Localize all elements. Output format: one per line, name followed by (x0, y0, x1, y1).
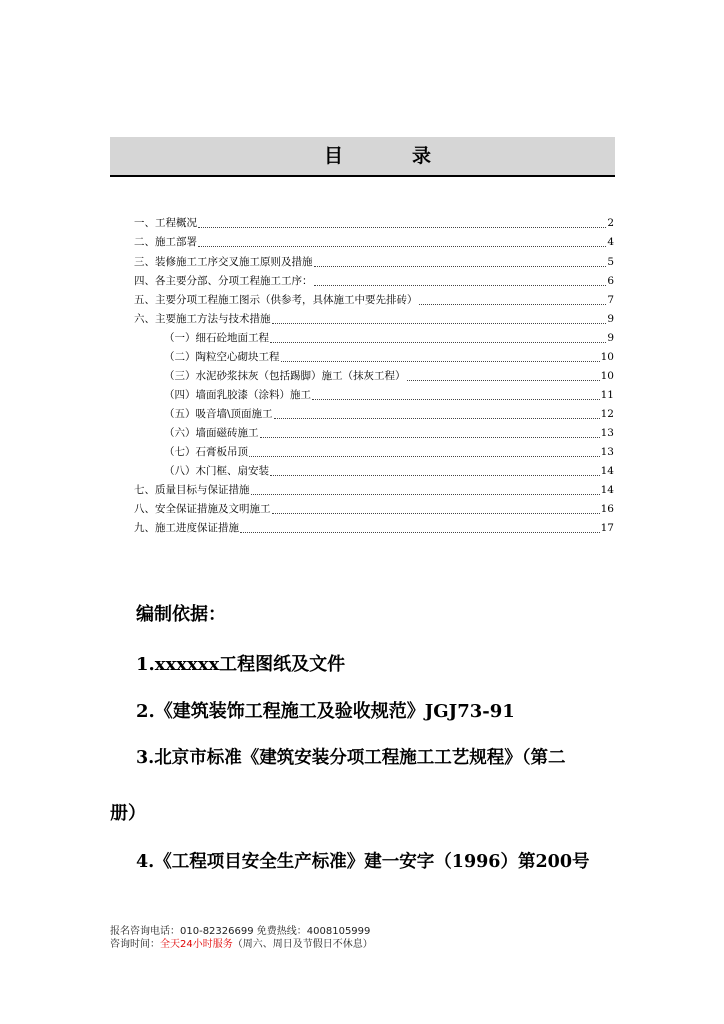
footer-hours: 咨询时间：全天24小时服务（周六、周日及节假日不休息） (110, 939, 373, 950)
toc-entry[interactable]: 四、各主要分部、分项工程施工工序： 6 (134, 275, 614, 287)
toc-entry[interactable]: （八）木门框、扇安装 14 (164, 465, 614, 477)
toc-entry[interactable]: 六、主要施工方法与技术措施 9 (134, 313, 614, 325)
basis-item-continuation: 册） (110, 803, 146, 824)
toc-title-char-2: 录 (412, 145, 432, 167)
toc-entry[interactable]: 九、施工进度保证措施 17 (134, 522, 614, 534)
toc-entry[interactable]: 三、装修施工工序交叉施工原则及措施 5 (134, 256, 614, 268)
toc-title-char-1: 目 (324, 145, 344, 167)
basis-item: 4.《工程项目安全生产标准》建一安字（1996）第200号 (136, 852, 590, 872)
toc-entry[interactable]: 二、施工部署 4 (134, 236, 614, 248)
toc-entry[interactable]: （二）陶粒空心砌块工程 10 (164, 351, 614, 363)
basis-heading: 编制依据： (136, 604, 226, 625)
basis-item: 2.《建筑装饰工程施工及验收规范》JGJ73-91 (136, 701, 515, 722)
footer-contact: 报名咨询电话：010-82326699 免费热线：4008105999 (110, 926, 371, 937)
toc-entry[interactable]: （七）石膏板吊顶 13 (164, 446, 614, 458)
toc-entry[interactable]: 一、工程概况 2 (134, 217, 614, 229)
basis-item: 3.北京市标准《建筑安装分项工程施工工艺规程》（第二 (136, 748, 566, 768)
toc-entry[interactable]: 五、主要分项工程施工图示（供参考，具体施工中要先排砖） 7 (134, 294, 614, 306)
toc-entry[interactable]: （五）吸音墙\顶面施工 12 (164, 408, 614, 420)
toc-entry[interactable]: （六）墙面磁砖施工 13 (164, 427, 614, 439)
toc-entry[interactable]: （四）墙面乳胶漆（涂料）施工 11 (164, 389, 614, 401)
toc-entry[interactable]: 八、安全保证措施及文明施工 16 (134, 503, 614, 515)
toc-entry[interactable]: （三）水泥砂浆抹灰（包括踢脚）施工（抹灰工程） 10 (164, 370, 614, 382)
toc-header (110, 137, 615, 177)
toc-entry[interactable]: 七、质量目标与保证措施 14 (134, 484, 614, 496)
toc-entry[interactable]: （一）细石砼地面工程 9 (164, 332, 614, 344)
basis-item: 1.xxxxxx工程图纸及文件 (136, 654, 346, 675)
footer-hours-highlight: 全天24小时服务 (160, 939, 233, 950)
